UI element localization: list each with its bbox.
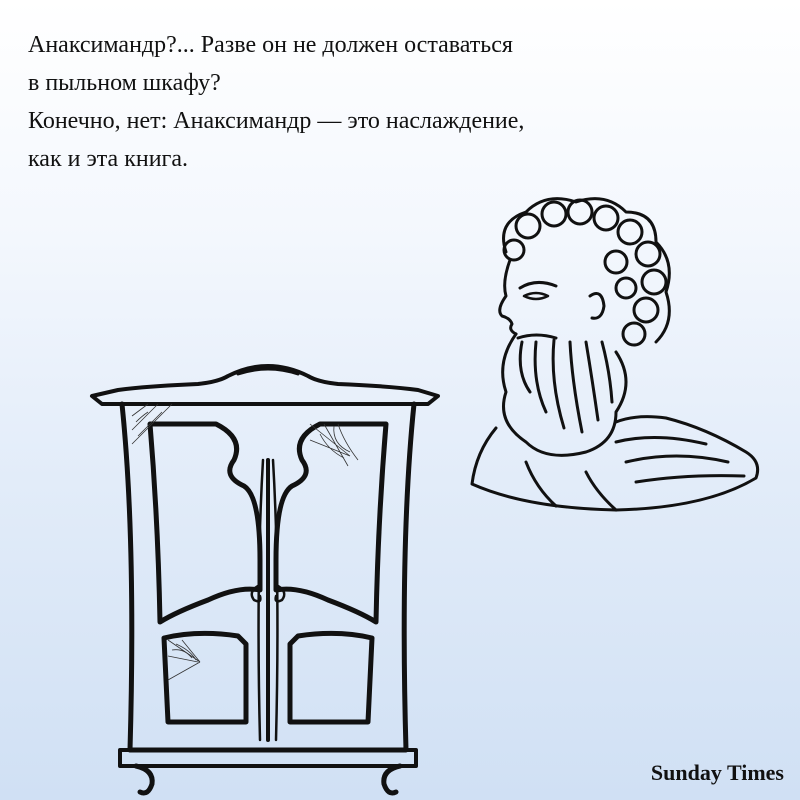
- wardrobe-leg-left: [136, 766, 152, 793]
- wardrobe-door-left-lower: [164, 633, 246, 722]
- wardrobe-crown: [92, 366, 438, 404]
- caption-line: Конечно, нет: Анаксимандр — это наслаждение,: [28, 108, 525, 134]
- caption-line: в пыльном шкафу?: [28, 70, 221, 96]
- caption-line: как и эта книга.: [28, 146, 189, 172]
- eye: [524, 293, 548, 299]
- wardrobe-door-right-lower: [290, 633, 372, 722]
- wardrobe-door-left-upper: [150, 424, 260, 622]
- beard: [503, 334, 626, 455]
- brand-logo: Sunday Times: [650, 760, 784, 785]
- face-profile: [500, 260, 516, 334]
- wardrobe-illustration: [88, 360, 448, 800]
- philosopher-bust-illustration: [466, 192, 766, 518]
- hair-curls: [504, 199, 670, 345]
- caption-line: Анаксимандр?... Разве он не должен оставаться: [28, 32, 513, 58]
- caption-text: [28, 26, 748, 178]
- wardrobe-leg-right: [384, 766, 400, 793]
- wardrobe-door-right-upper: [276, 424, 386, 622]
